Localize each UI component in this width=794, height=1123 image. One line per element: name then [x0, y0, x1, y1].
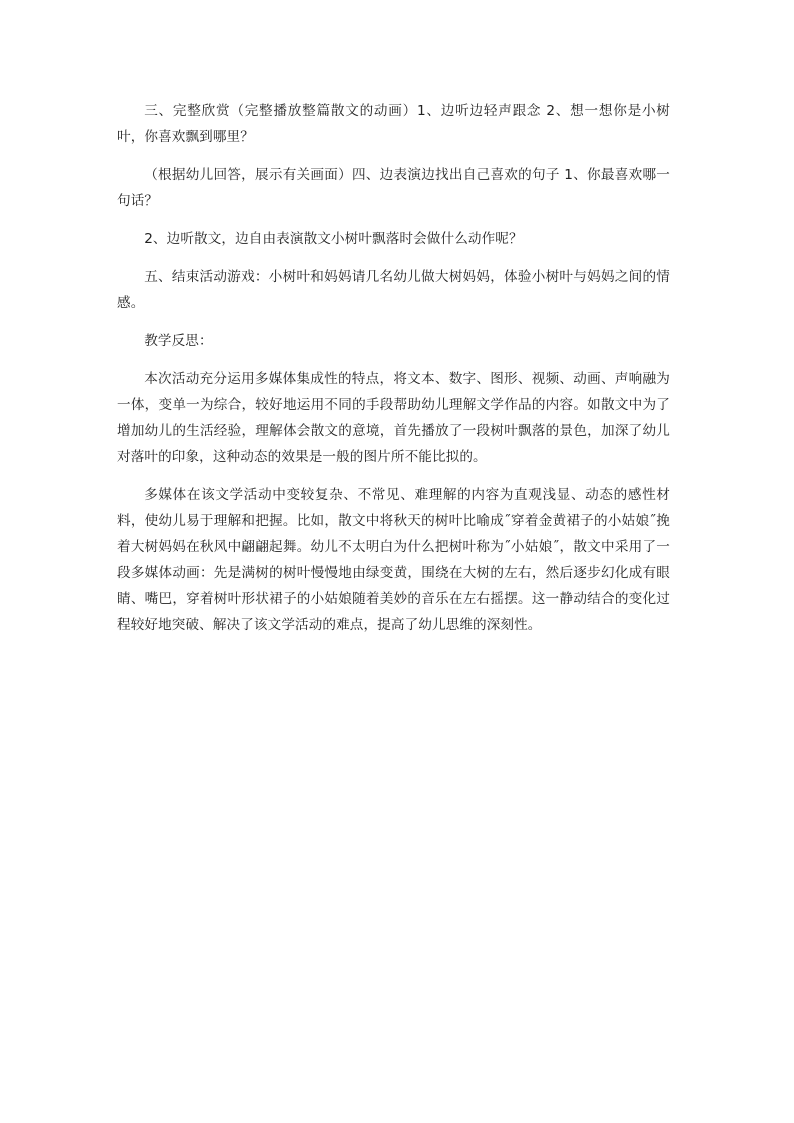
paragraph-reflection-heading: 教学反思： — [144, 333, 213, 349]
paragraph-reflection-animation: 多媒体在该文学活动中变较复杂、不常见、难理解的内容为直观浅显、动态的感性材料，使幼儿易于理解和把握。比如，散文中将秋天的树叶比喻成˝穿着金黄裙子的小姑娘˝挽着大树妈妈在秋风中翩翩起舞。幼儿不太明白为什么把树叶称为˝小姑娘˝，散文中采用了一段多媒体动画：先是满树的树叶慢慢地由绿变黄，围绕在大树的左右，然后逐步幻化成有眼睛、嘴巴，穿着树叶形状裙子的小姑娘随着美妙的音乐在左右摇摆。这一静动结合的变化过程较好地突破、解决了该文学活动的难点，提高了幼儿思维的深刻性。 — [117, 487, 670, 633]
document-body — [117, 98, 670, 650]
paragraph-perform-prose: 2、边听散文，边自由表演散文小树叶飘落时会做什么动作呢？ — [144, 231, 523, 247]
paragraph-section-five: 五、结束活动游戏：小树叶和妈妈请几名幼儿做大树妈妈，体验小树叶与妈妈之间的情感。 — [117, 269, 670, 311]
paragraph-section-three: 三、完整欣赏（完整播放整篇散文的动画）1、边听边轻声跟念 2、想一想你是小树叶，你喜欢飘到哪里？ — [117, 103, 670, 145]
paragraph-section-four: （根据幼儿回答，展示有关画面）四、边表演边找出自己喜欢的句子 1、你最喜欢哪一句话？ — [117, 167, 670, 209]
paragraph-reflection-multimedia: 本次活动充分运用多媒体集成性的特点，将文本、数字、图形、视频、动画、声响融为一体，变单一为综合，较好地运用不同的手段帮助幼儿理解文学作品的内容。如散文中为了增加幼儿的生活经验，理解体会散文的意境，首先播放了一段树叶飘落的景色，加深了幼儿对落叶的印象，这种动态的效果是一般的图片所不能比拟的。 — [117, 371, 670, 465]
